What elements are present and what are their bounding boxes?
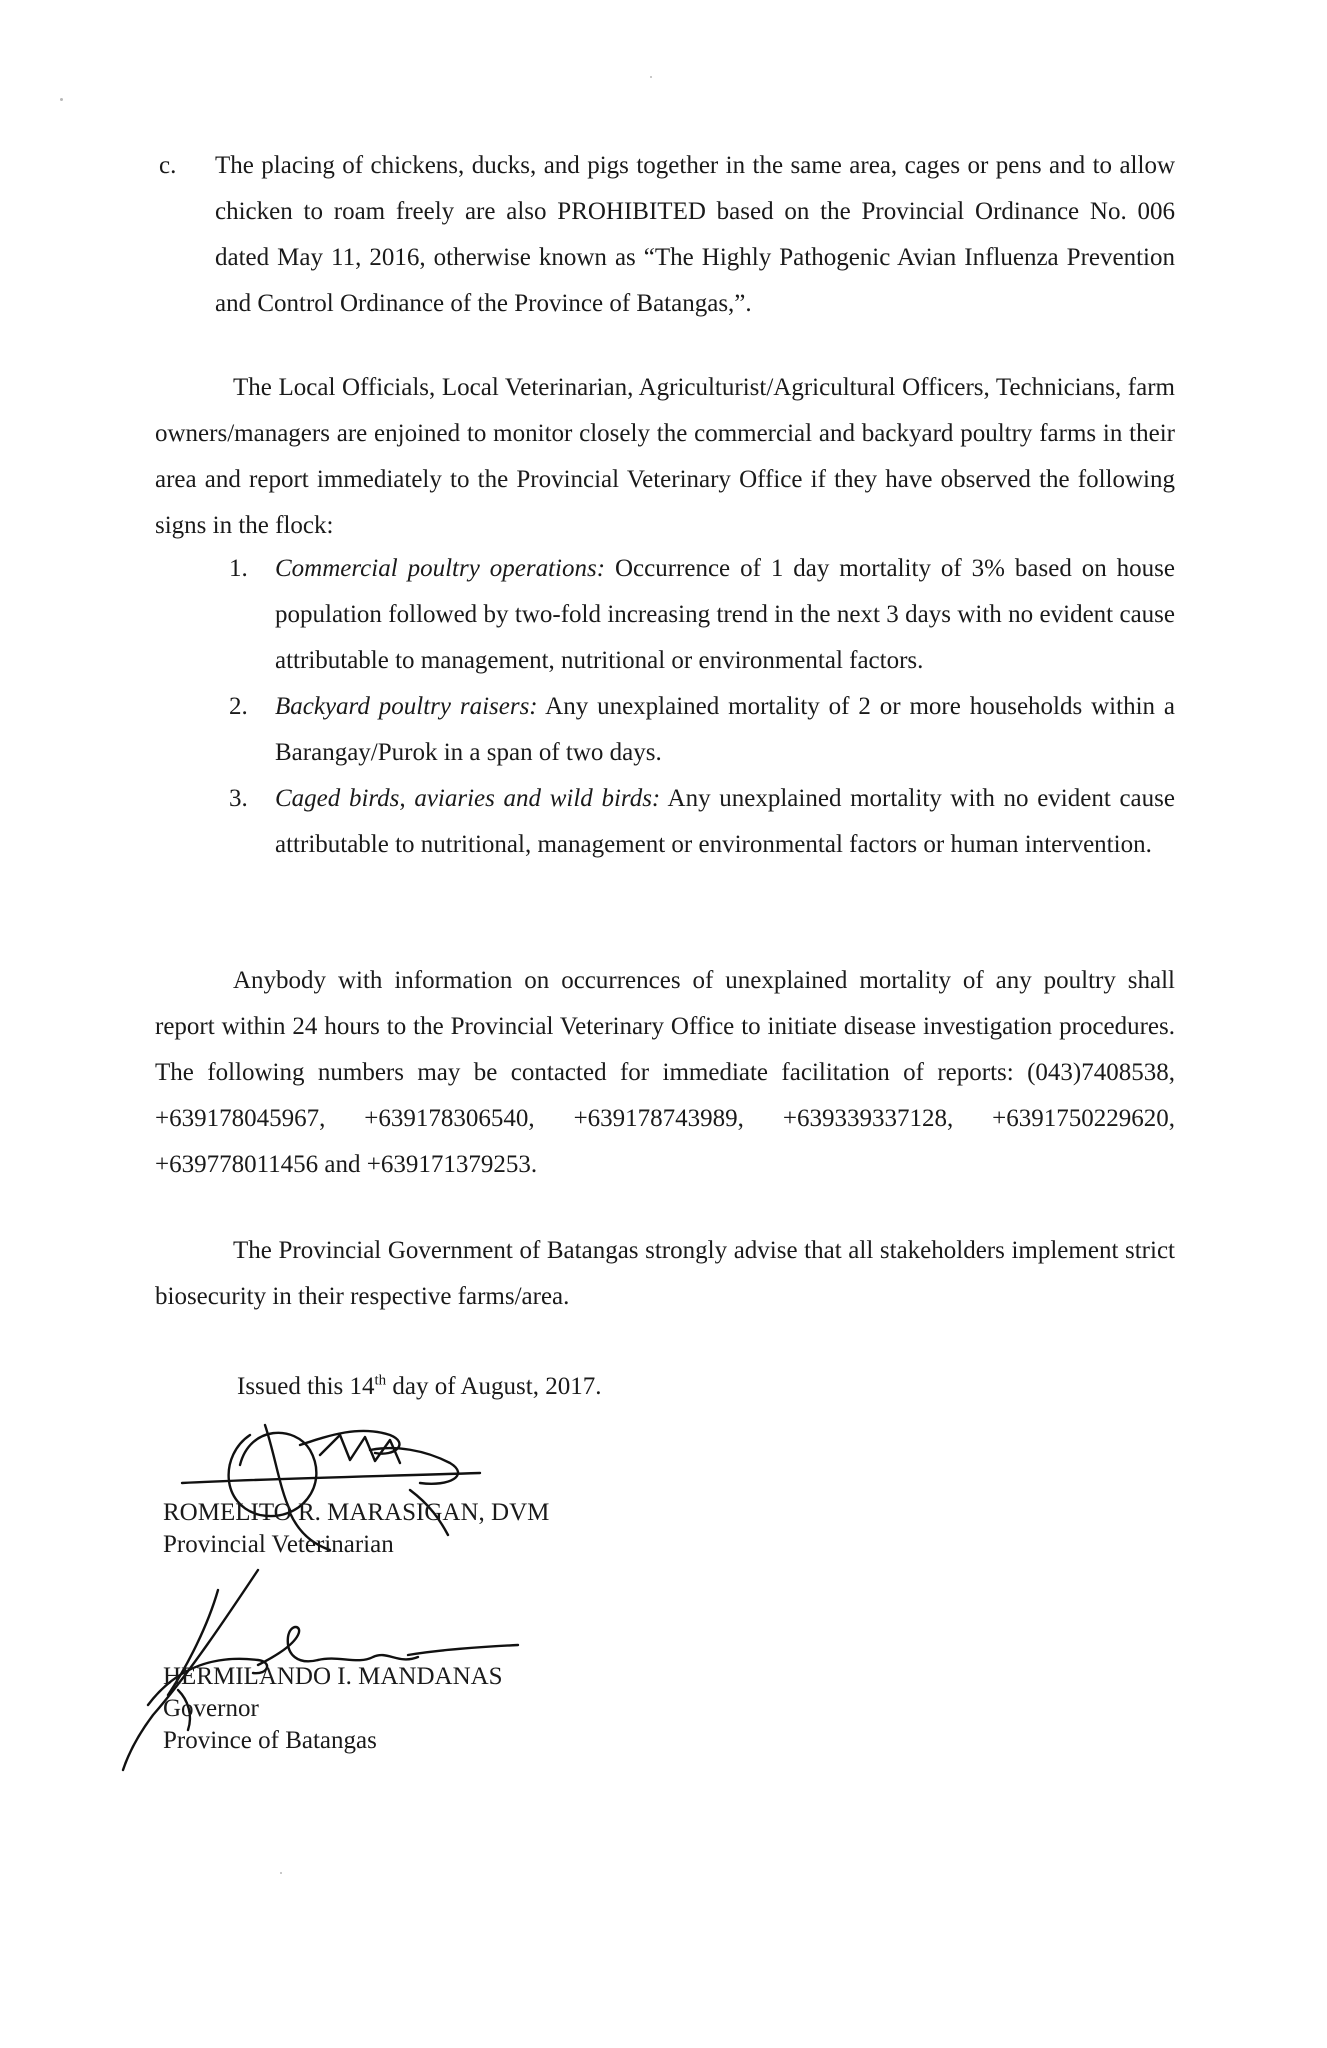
scan-speck (280, 1872, 282, 1874)
list-number: 2. (229, 693, 248, 720)
veterinarian-signatory (163, 1497, 549, 1561)
issued-superscript: th (374, 1372, 387, 1389)
signs-list (229, 546, 1176, 868)
signatory-name: HERMILANDO I. MANDANAS (163, 1663, 503, 1690)
item-marker: c. (159, 152, 177, 179)
scan-speck (650, 76, 652, 78)
signatory-office: Province of Batangas (163, 1727, 377, 1754)
item-text: The placing of chickens, ducks, and pigs together in the same area, cages or pens and to allow chicken to roam freely are also PROHIBITED based on the Provincial Ordinance No. 006 dated May 11, 2016, otherwise known as “The Highly Pathogenic Avian Influenza Prevention and Control Ordinance of the Province of Batangas,”. (215, 152, 1175, 317)
issued-suffix: day of August, 2017. (386, 1373, 602, 1400)
list-text: Any unexplained mortality with no evident cause attributable to nutritional, management or environmental factors or human intervention. (275, 785, 1175, 858)
list-item (229, 776, 1175, 868)
list-heading: Backyard poultry raisers: (275, 693, 538, 720)
list-number: 3. (229, 785, 248, 812)
governor-signatory (163, 1661, 503, 1757)
monitoring-paragraph: The Local Officials, Local Veterinarian, Agriculturist/Agricultural Officers, Technicians, farm owners/managers are enjoined to monitor closely the commercial and backyard poultry farms in their area and report immediately to the Provincial Veterinary Office if they have observed the following signs in the flock: (155, 374, 1175, 539)
signatory-title: Governor (163, 1695, 259, 1722)
biosecurity-paragraph: The Provincial Government of Batangas strongly advise that all stakeholders implement strict biosecurity in their respective farms/area. (155, 1237, 1175, 1310)
list-number: 1. (229, 555, 248, 582)
list-item (229, 546, 1176, 684)
list-text: Any unexplained mortality of 2 or more households within a Barangay/Purok in a span of two days. (275, 693, 1175, 766)
signatory-name: ROMELITO R. MARASIGAN, DVM (163, 1499, 550, 1526)
prohibition-item-c (159, 143, 1175, 327)
scan-speck (60, 98, 63, 101)
list-heading: Caged birds, aviaries and wild birds: (275, 785, 661, 812)
list-heading: Commercial poultry operations: (275, 555, 606, 582)
list-text: Occurrence of 1 day mortality of 3% based on house population followed by two-fold increasing trend in the next 3 days with no evident cause attributable to management, nutritional or environmental factors. (275, 555, 1176, 674)
reporting-paragraph: Anybody with information on occurrences of unexplained mortality of any poultry shall report within 24 hours to the Provincial Veterinary Office to initiate disease investigation procedures. The following numbers may be contacted for immediate facilitation of reports: (043)7408538, +639178045967, +639178306540, +639178743989, +639339337128, +6391750229620, +639778011456 and +639171379253. (155, 967, 1175, 1178)
issued-prefix: Issued this 14 (237, 1373, 375, 1400)
list-item (229, 684, 1175, 776)
signatory-title: Provincial Veterinarian (163, 1531, 394, 1558)
